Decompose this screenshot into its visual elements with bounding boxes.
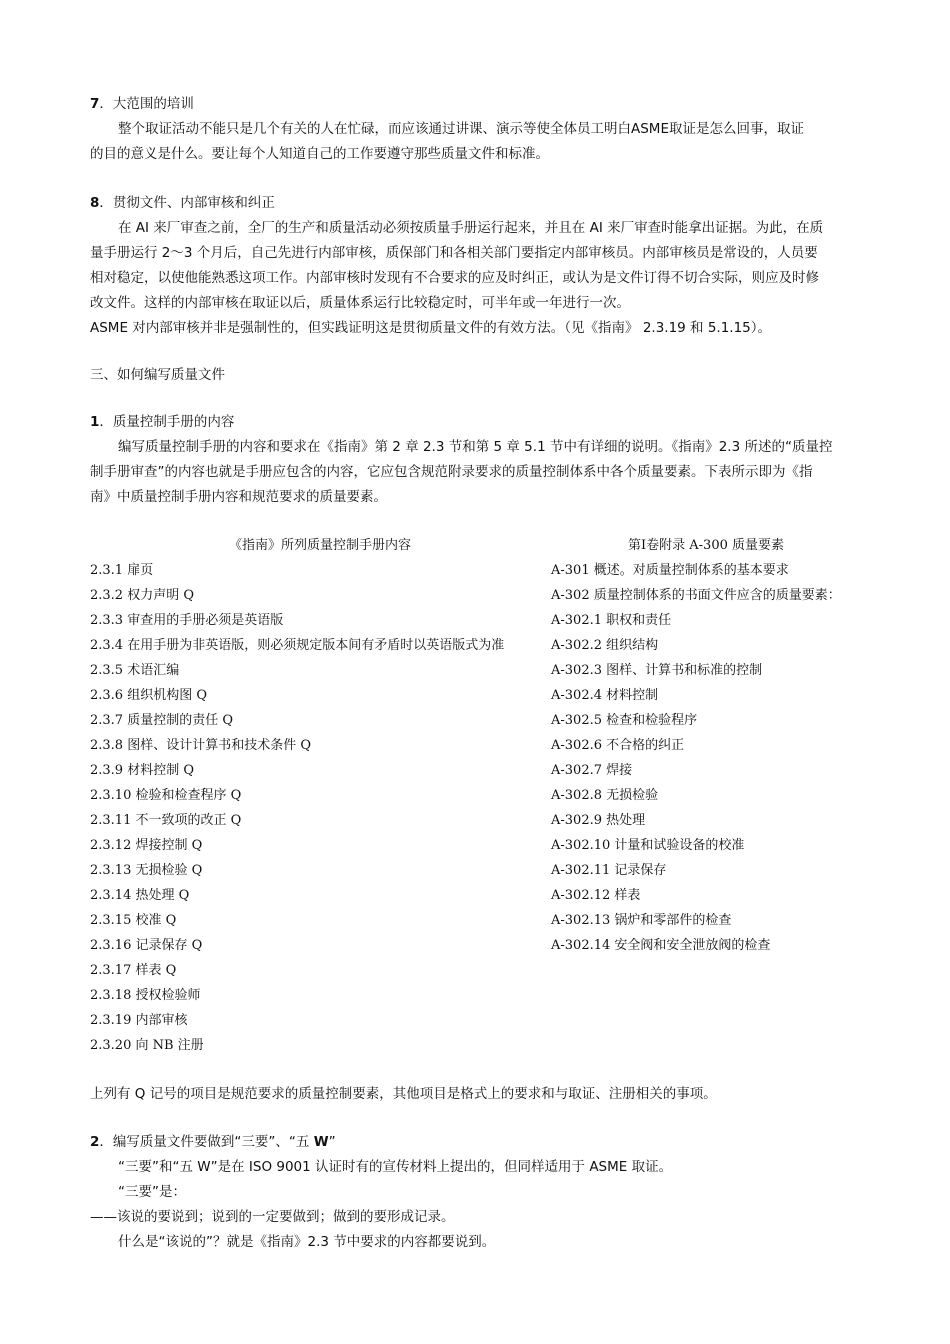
- table-right-column: [551, 533, 871, 958]
- table-left-column: [90, 533, 550, 1058]
- table-right-cell: A-302.11 记录保存: [551, 863, 667, 878]
- table-right-cell: A-302.8 无损检验: [551, 788, 659, 803]
- table-right-cell: A-302 质量控制体系的书面文件应含的质量要素：: [551, 588, 841, 603]
- section-2-line-4: 什么是“该说的”？就是《指南》2.3 节中要求的内容都要说到。: [118, 1234, 496, 1250]
- section-2-title-w: W: [313, 1134, 329, 1150]
- section-7-paragraph-line-2: 的目的意义是什么。要让每个人知道自己的工作要遵守那些质量文件和标准。: [90, 146, 549, 162]
- section-8: [90, 191, 862, 341]
- table-left-cell: 2.3.20 向 NB 注册: [90, 1038, 204, 1053]
- table-left-cell: 2.3.17 样表 Q: [90, 963, 177, 978]
- table-left-cell: 2.3.12 焊接控制 Q: [90, 838, 203, 853]
- section-1: [90, 410, 862, 510]
- section-8-heading: [90, 191, 862, 216]
- section-8-number: 8: [90, 195, 100, 211]
- table-left-cell: 2.3.7 质量控制的责任 Q: [90, 713, 234, 728]
- table-right-cell: A-301 概述。对质量控制体系的基本要求: [551, 563, 789, 578]
- section-2-number: 2: [90, 1134, 100, 1150]
- note-text: 上列有 Q 记号的项目是规范要求的质量控制要素，其他项目是格式上的要求和与取证、注册相关的事项。: [90, 1086, 717, 1102]
- section-2-line-1: “三要”和“五 W”是在 ISO 9001 认证时有的宣传材料上提出的，但同样适用于 ASME 取证。: [118, 1159, 673, 1175]
- table-left-cell: 2.3.13 无损检验 Q: [90, 863, 203, 878]
- table-right-cell: A-302.7 焊接: [551, 763, 633, 778]
- table-left-cell: 2.3.14 热处理 Q: [90, 888, 190, 903]
- table-right-cell: A-302.1 职权和责任: [551, 613, 672, 628]
- section-1-line-1: 编写质量控制手册的内容和要求在《指南》第 2 章 2.3 节和第 5 章 5.1 节中有详细的说明。《指南》2.3 所述的“质量控: [118, 439, 833, 455]
- section-7-paragraph-line-1: 整个取证活动不能只是几个有关的人在忙碌，而应该通过讲课、演示等使全体员工明白ASME取证是怎么回事，取证: [118, 121, 804, 137]
- table-right-cell: A-302.14 安全阀和安全泄放阀的检查: [551, 938, 771, 953]
- table-right-cell: A-302.6 不合格的纠正: [551, 738, 685, 753]
- section-7-title: ．大范围的培训: [99, 96, 194, 112]
- table-left-cell: 2.3.1 扉页: [90, 563, 154, 578]
- table-right-cell: A-302.4 材料控制: [551, 688, 659, 703]
- section-1-title: ．质量控制手册的内容: [99, 414, 235, 430]
- table-left-cell: 2.3.18 授权检验师: [90, 988, 201, 1003]
- table-left-cell: 2.3.6 组织机构图 Q: [90, 688, 208, 703]
- section-1-heading: [90, 410, 862, 435]
- table-left-cell: 2.3.16 记录保存 Q: [90, 938, 203, 953]
- section-8-line-1: 在 AI 来厂审查之前，全厂的生产和质量活动必须按质量手册运行起来，并且在 AI 来厂审查时能拿出证据。为此，在质: [118, 220, 824, 236]
- section-1-line-3: 南》中质量控制手册内容和规范要求的质量要素。: [90, 489, 387, 505]
- table-left-cell: 2.3.10 检验和检查程序 Q: [90, 788, 242, 803]
- part-3-title: 三、如何编写质量文件: [90, 367, 225, 383]
- table-right-cell: A-302.3 图样、计算书和标准的控制: [551, 663, 763, 678]
- section-8-title: ．贯彻文件、内部审核和纠正: [99, 195, 275, 211]
- section-7: [90, 92, 862, 167]
- section-1-number: 1: [90, 414, 100, 430]
- table-left-cell: 2.3.3 审查用的手册必须是英语版: [90, 613, 284, 628]
- section-8-line-3: 相对稳定，以使他能熟悉这项工作。内部审核时发现有不合要求的应及时纠正，或认为是文件订得不切合实际，则应及时修: [90, 270, 819, 286]
- table-right-cell: A-302.10 计量和试验设备的校准: [551, 838, 745, 853]
- section-2: [90, 1130, 862, 1255]
- table-right-cell: A-302.2 组织结构: [551, 638, 659, 653]
- section-2-line-3: ——该说的要说到；说到的一定要做到；做到的要形成记录。: [90, 1209, 455, 1225]
- table-right-cell: A-302.12 样表: [551, 888, 641, 903]
- table-left-header: 《指南》所列质量控制手册内容: [228, 538, 411, 553]
- table-right-cell: A-302.5 检查和检验程序: [551, 713, 698, 728]
- table-left-cell: 2.3.19 内部审核: [90, 1013, 188, 1028]
- part-3: [90, 363, 862, 388]
- section-1-line-2: 制手册审查”的内容也就是手册应包含的内容，它应包含规范附录要求的质量控制体系中各个质量要素。下表所示即为《指: [90, 464, 813, 480]
- table-left-cell: 2.3.5 术语汇编: [90, 663, 180, 678]
- section-8-line-4: 改文件。这样的内部审核在取证以后，质量体系运行比较稳定时，可半年或一年进行一次。: [90, 295, 630, 311]
- table-left-cell: 2.3.9 材料控制 Q: [90, 763, 195, 778]
- section-7-number: 7: [90, 96, 100, 112]
- section-2-title: ．编写质量文件要做到“三要”、“五: [99, 1134, 314, 1150]
- section-2-heading: [90, 1130, 862, 1155]
- table-right-cell: A-302.9 热处理: [551, 813, 646, 828]
- table-left-cell: 2.3.2 权力声明 Q: [90, 588, 195, 603]
- section-7-heading: [90, 92, 862, 117]
- section-2-line-2: “三要”是：: [118, 1184, 186, 1200]
- table-right-cell: A-302.13 锅炉和零部件的检查: [551, 913, 732, 928]
- section-8-line-2: 量手册运行 2～3 个月后，自己先进行内部审核，质保部门和各相关部门要指定内部审核员。内部审核员是常设的，人员要: [90, 245, 818, 261]
- section-8-line-5: ASME 对内部审核并非是强制性的，但实践证明这是贯彻质量文件的有效方法。（见《指南》 2.3.19 和 5.1.15）。: [90, 320, 772, 336]
- table-left-cell: 2.3.4 在用手册为非英语版，则必须规定版本间有矛盾时以英语版式为准: [90, 638, 505, 653]
- section-2-title-end: ”: [328, 1134, 336, 1150]
- table-left-cell: 2.3.8 图样、设计计算书和技术条件 Q: [90, 738, 312, 753]
- table-left-cell: 2.3.15 校准 Q: [90, 913, 177, 928]
- table-left-cell: 2.3.11 不一致项的改正 Q: [90, 813, 242, 828]
- q-mark-note: [90, 1082, 862, 1107]
- table-right-header: 第Ⅰ卷附录 A-300 质量要素: [628, 538, 784, 553]
